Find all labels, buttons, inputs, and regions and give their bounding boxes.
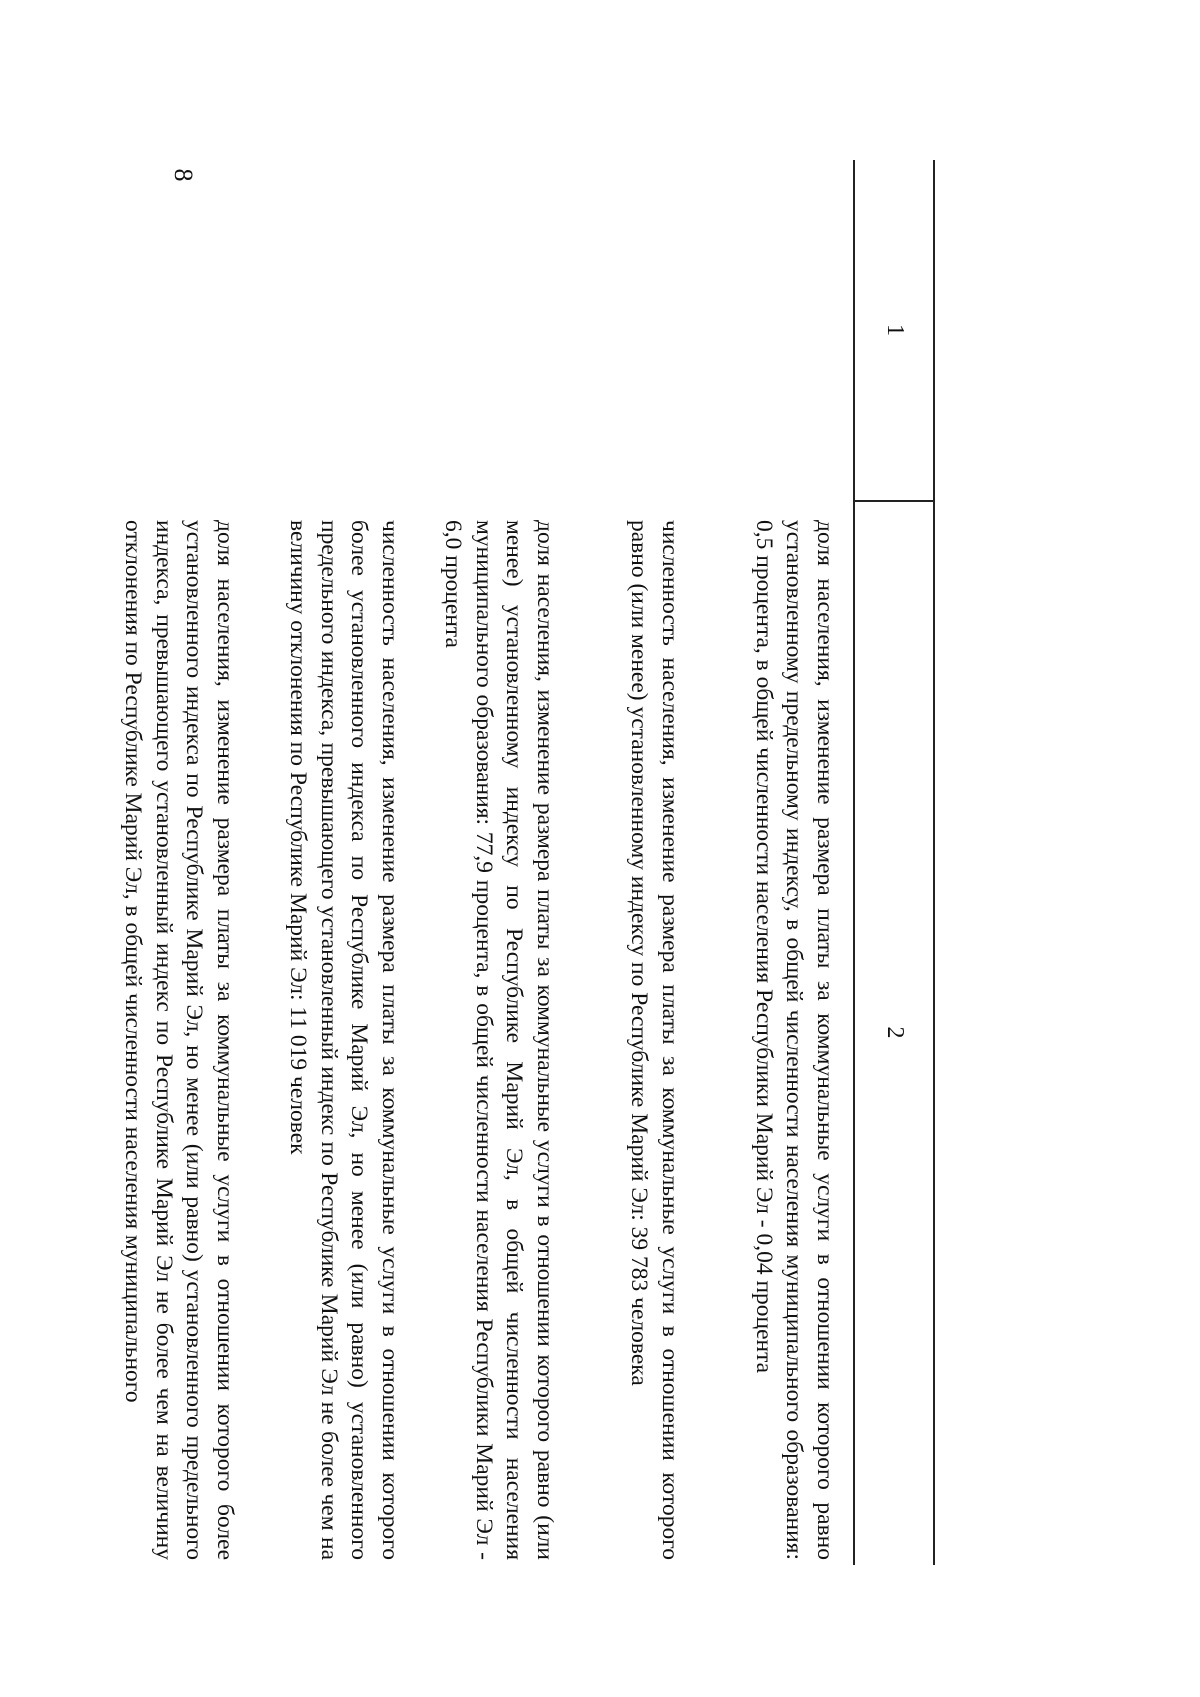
table-row: численность населения, изменение размера платы за коммунальные услуги в отношении которого равно (или менее) установленному индексу по Республике Марий Эл: 39 783 человека xyxy=(626,520,683,1560)
table-row: доля населения, изменение размера платы за коммунальные услуги в отношении которого равно (или менее) установленному индексу по Республике Марий Эл, в общей численности населения муниципального образования: 77,9 процента, в общей численности населения Республики Марий Эл - 6,0 процента xyxy=(440,520,558,1560)
table-row: доля населения, изменение размера платы за коммунальные услуги в отношении которого более установленного индекса по Республике Марий Эл, но менее (или равно) установленного предельного индекса, превышающего установленный индекс по Республике Марий Эл не более чем на величину отклонения по Республике Марий Эл, в общей численности населения муниципального xyxy=(120,520,238,1560)
table-row: доля населения, изменение размера платы за коммунальные услуги в отношении которого равно установленному предельному индексу, в общей численности населения муниципального образования: 0,5 процента, в общей численности населения Республики Марий Эл - 0,04 процента xyxy=(751,520,838,1560)
table-row: численность населения, изменение размера платы за коммунальные услуги в отношении которого более установленного индекса по Республике Марий Эл, но менее (или равно) установленного предельного индекса, превышающего установленный индекс по Республике Марий Эл не более чем на величину отклонения по Республике Марий Эл: 11 019 человек xyxy=(285,520,403,1560)
column-header-1: 1 xyxy=(882,324,908,336)
header-bottom-border xyxy=(854,160,856,1565)
column-header-2: 2 xyxy=(882,1026,908,1039)
table-top-border xyxy=(934,160,936,1565)
data-table xyxy=(120,160,935,1580)
page-number: 8 xyxy=(169,168,198,182)
